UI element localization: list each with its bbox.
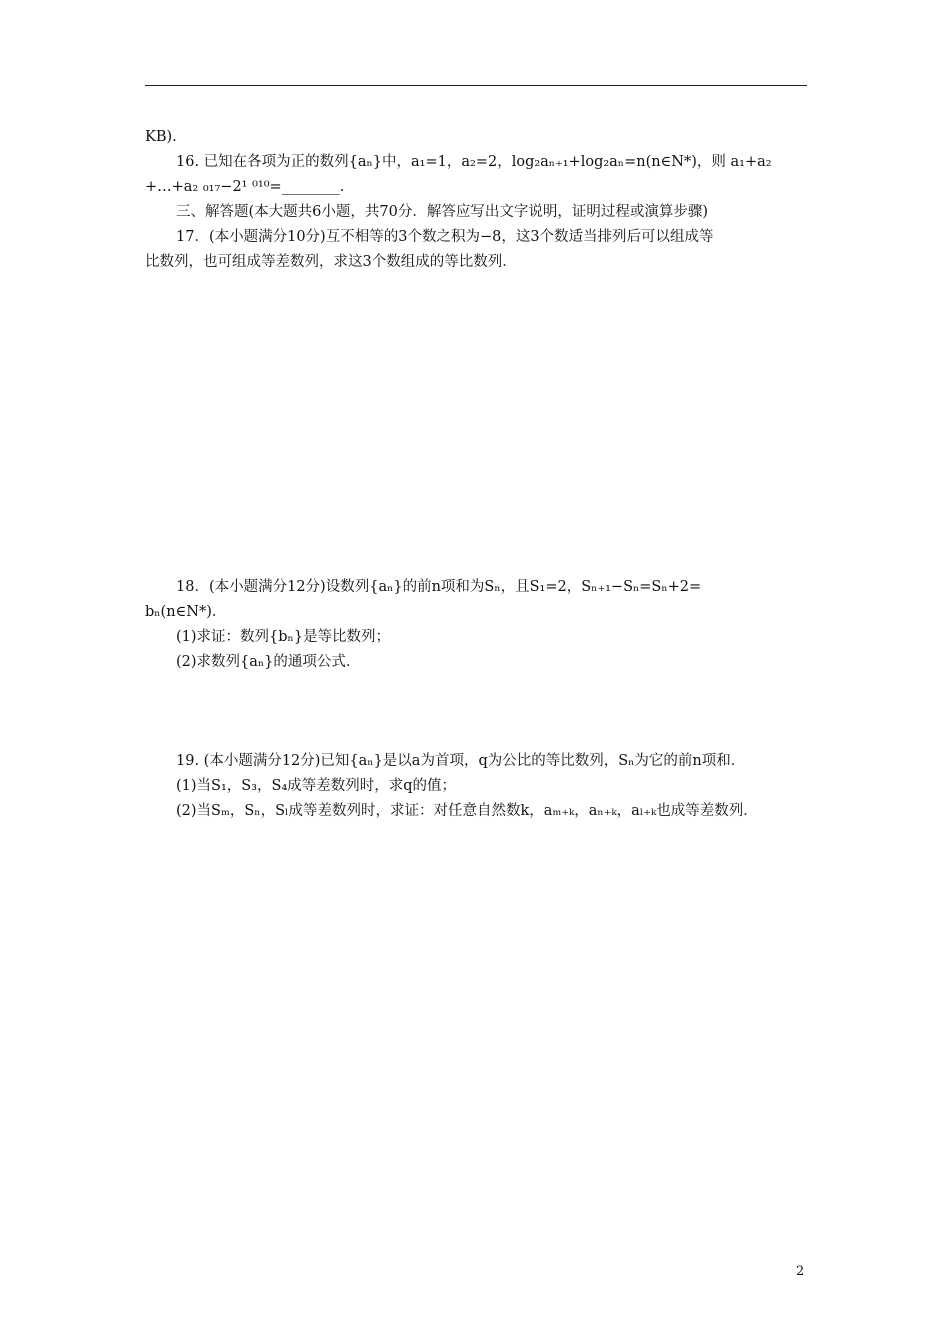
question-17-line-1: 17．(本小题满分10分)互不相等的3个数之积为−8，这3个数适当排列后可以组成等 xyxy=(176,229,714,245)
question-16-line-2: +…+a₂ ₀₁₇−2¹ ⁰¹⁰=________. xyxy=(145,179,345,195)
question-18-part-1: (1)求证：数列{bₙ}是等比数列； xyxy=(176,629,391,645)
question-19-part-1: (1)当S₁，S₃，S₄成等差数列时，求q的值； xyxy=(176,778,457,794)
question-16-line-1: 16. 已知在各项为正的数列{aₙ}中，a₁=1，a₂=2，log₂aₙ₊₁+log₂aₙ=n(n∈N*)，则 a₁+a₂ xyxy=(176,154,772,170)
section-heading-answers: 三、解答题(本大题共6小题，共70分．解答应写出文字说明，证明过程或演算步骤) xyxy=(176,204,708,220)
question-18-line-1: 18．(本小题满分12分)设数列{aₙ}的前n项和为Sₙ，且S₁=2，Sₙ₊₁−Sₙ=Sₙ+2= xyxy=(176,579,702,595)
header-rule xyxy=(145,85,807,86)
question-18-line-2: bₙ(n∈N*)． xyxy=(145,604,227,620)
question-18-part-2: (2)求数列{aₙ}的通项公式． xyxy=(176,654,361,670)
page-number: 2 xyxy=(796,1264,805,1279)
question-17-line-2: 比数列，也可组成等差数列，求这3个数组成的等比数列． xyxy=(145,254,517,270)
question-19-line-1: 19. (本小题满分12分)已知{aₙ}是以a为首项，q为公比的等比数列，Sₙ为它的前n项和． xyxy=(176,753,746,769)
text-line-kb: KB). xyxy=(145,129,177,145)
question-19-part-2: (2)当Sₘ，Sₙ，Sₗ成等差数列时，求证：对任意自然数k，aₘ₊ₖ，aₙ₊ₖ，aₗ₊ₖ也成等差数列． xyxy=(176,803,758,819)
